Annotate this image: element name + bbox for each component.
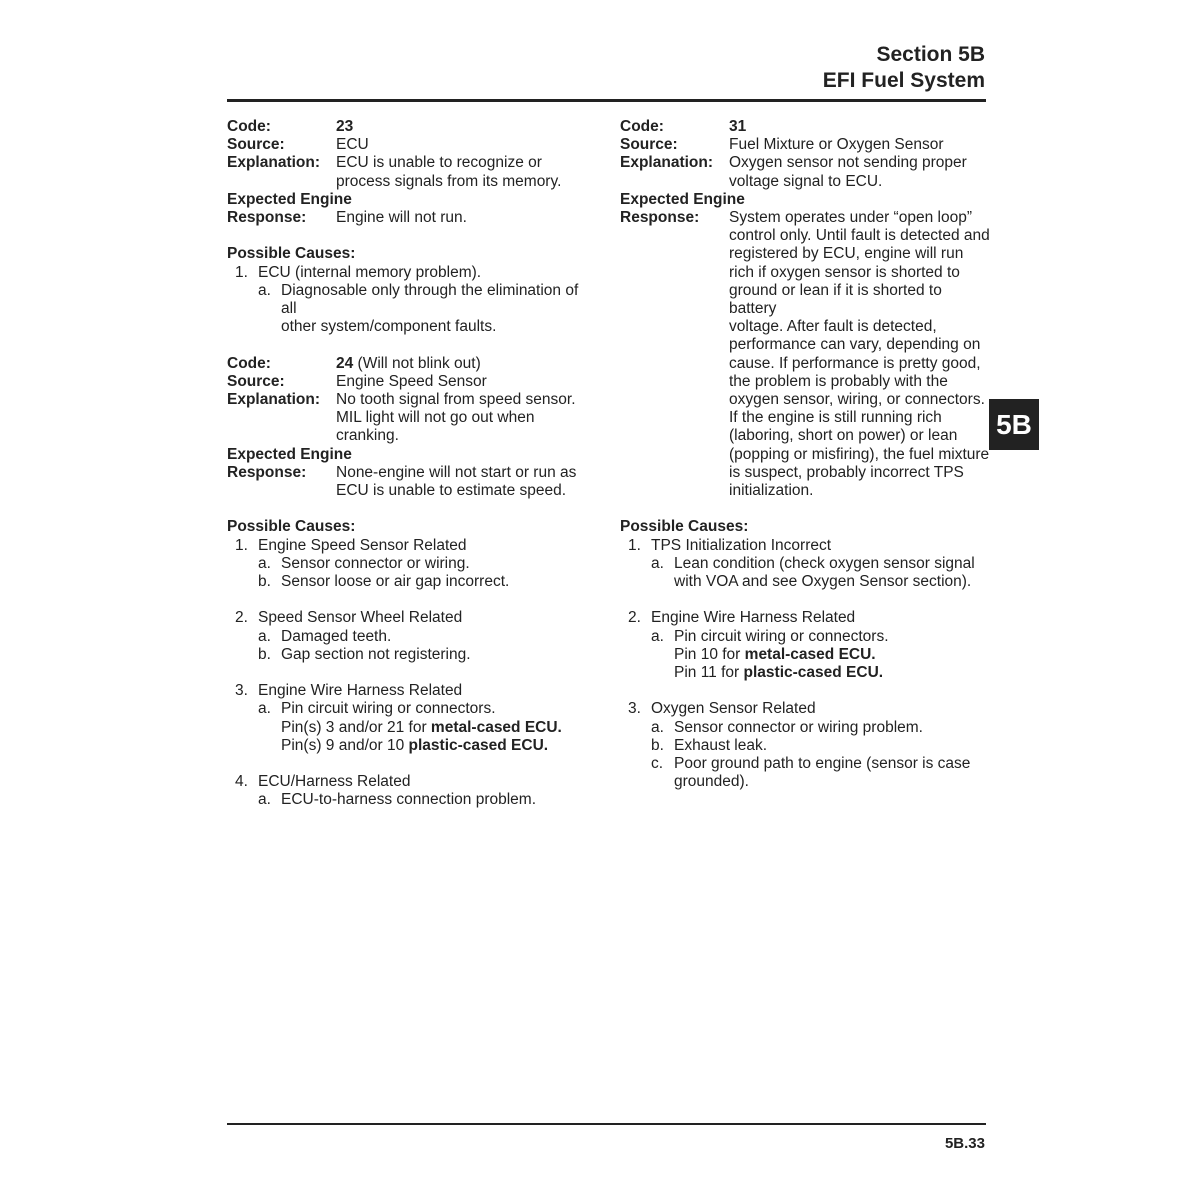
bottom-rule [227,1123,986,1125]
cause-item: 4. ECU/Harness Related [235,773,411,791]
cause-subitem: a. Sensor connector or wiring. [258,554,470,572]
code-23-block [227,118,597,336]
cause-item: 3. Engine Wire Harness Related [235,682,463,700]
response-line: control only. Until fault is detected and [729,227,990,245]
pin-note: Pin 11 for plastic-cased ECU. [674,664,884,682]
page-header [823,42,985,94]
response-line: voltage. After fault is detected, [729,318,937,336]
response-line: oxygen sensor, wiring, or connectors. [729,391,985,409]
response-line: rich if oxygen sensor is shorted to [729,263,960,281]
possible-causes-heading: Possible Causes: [227,518,356,536]
source-value: ECU [336,136,369,154]
response-line: System operates under “open loop” [729,209,972,227]
response-value: Engine will not run. [336,209,467,227]
source-label: Source: [227,136,285,154]
explanation-label: Explanation: [227,391,321,409]
cause-subitem: a. Sensor connector or wiring problem. [651,718,923,736]
explanation-line: cranking. [336,427,399,445]
response-line: performance can vary, depending on [729,336,981,354]
explanation-line: Oxygen sensor not sending proper [729,154,967,172]
cause-subitem: a. Pin circuit wiring or connectors. [651,627,889,645]
response-line: (popping or misfiring), the fuel mixture [729,445,990,463]
cause-item: 2. Speed Sensor Wheel Related [235,609,463,627]
response-line: cause. If performance is pretty good, [729,354,981,372]
cause-subitem: a. Diagnosable only through the elimination of all other system/component faults. [258,281,579,336]
code-value: 23 [336,118,354,135]
section-title: EFI Fuel System [822,69,985,92]
left-column [227,118,597,810]
source-label: Source: [227,372,285,390]
section-label: Section 5B [876,43,985,66]
source-label: Source: [620,136,678,154]
expected-engine-label: Expected Engine [227,445,352,463]
top-rule [227,99,986,102]
response-line: If the engine is still running rich [729,409,942,427]
code-label: Code: [227,354,271,372]
code-value: 31 [729,118,747,135]
expected-engine-label: Expected Engine [227,190,352,208]
explanation-line: No tooth signal from speed sensor. [336,391,576,409]
cause-item: 1. Engine Speed Sensor Related [235,536,467,554]
cause-subitem: b. Sensor loose or air gap incorrect. [258,573,510,591]
cause-subitem: b. Gap section not registering. [258,645,471,663]
cause-subitem: c. Poor ground path to engine (sensor is case grounded). [651,755,971,791]
cause-item: 3. Oxygen Sensor Related [628,700,816,718]
cause-item: 1. ECU (internal memory problem). [235,263,482,281]
cause-subitem: b. Exhaust leak. [651,736,768,754]
code-24-block [227,355,597,810]
response-line: registered by ECU, engine will run [729,245,964,263]
right-column [620,118,990,791]
pin-note: Pin(s) 3 and/or 21 for metal-cased ECU. [281,718,562,736]
page-number: 5B.33 [944,1135,985,1152]
possible-causes-heading: Possible Causes: [227,245,356,263]
explanation-line: MIL light will not go out when [336,409,535,427]
pin-note: Pin(s) 9 and/or 10 plastic-cased ECU. [281,736,549,754]
cause-subitem: a. Pin circuit wiring or connectors. [258,700,496,718]
response-label: Response: [227,209,307,227]
response-label: Response: [227,463,307,481]
code-note: (Will not blink out) [353,354,481,372]
code-31-block [620,118,990,791]
code-label: Code: [620,118,664,135]
cause-subitem: a. ECU-to-harness connection problem. [258,791,537,809]
code-label: Code: [227,118,271,135]
response-line: None-engine will not start or run as [336,463,577,481]
response-line: ground or lean if it is shorted to battery [729,281,942,318]
expected-engine-label: Expected Engine [620,190,745,208]
response-label: Response: [620,209,700,227]
cause-item: 2. Engine Wire Harness Related [628,609,856,627]
section-tab: 5B [989,399,1039,450]
cause-subitem: a. Damaged teeth. [258,627,392,645]
explanation-label: Explanation: [227,154,321,172]
response-line: the problem is probably with the [729,372,948,390]
response-line: is suspect, probably incorrect TPS [729,463,964,481]
response-line: (laboring, short on power) or lean [729,427,958,445]
explanation-line: ECU is unable to recognize or [336,154,542,172]
response-line: initialization. [729,482,814,500]
cause-item: 1. TPS Initialization Incorrect [628,536,832,554]
source-value: Engine Speed Sensor [336,372,487,390]
explanation-line: process signals from its memory. [336,172,562,190]
possible-causes-heading: Possible Causes: [620,518,749,536]
cause-subitem: a. Lean condition (check oxygen sensor signal with VOA and see Oxygen Sensor section). [651,554,975,591]
pin-note: Pin 10 for metal-cased ECU. [674,645,876,663]
code-value: 24 [336,354,354,372]
source-value: Fuel Mixture or Oxygen Sensor [729,136,944,154]
explanation-label: Explanation: [620,154,714,172]
explanation-line: voltage signal to ECU. [729,172,883,190]
response-line: ECU is unable to estimate speed. [336,482,567,500]
